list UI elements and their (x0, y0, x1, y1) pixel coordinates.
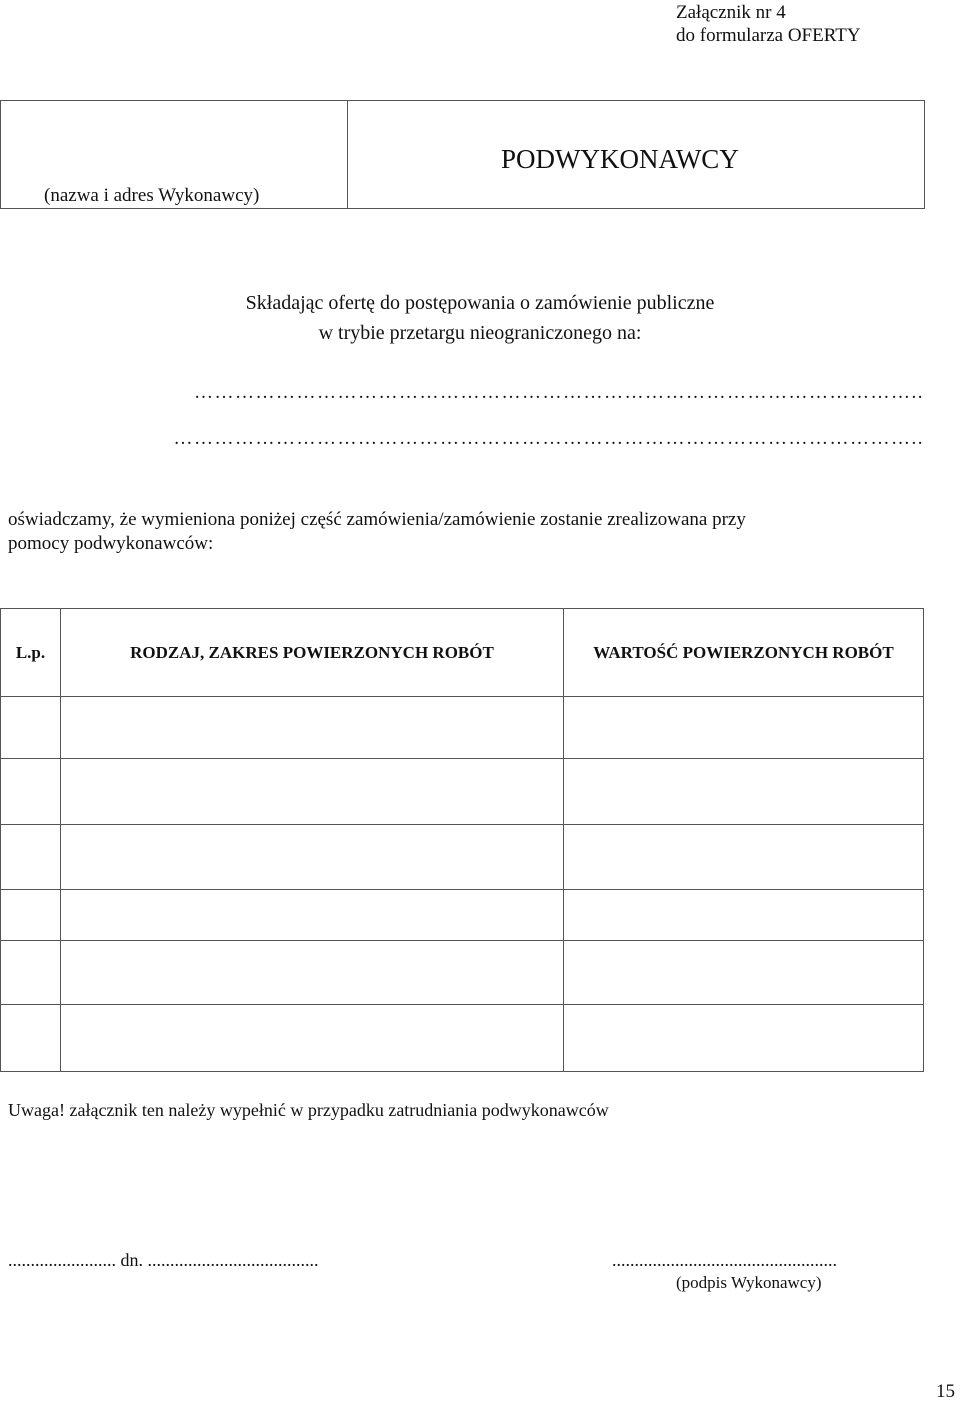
cell-value[interactable] (564, 697, 924, 759)
table-row (1, 941, 924, 1005)
annex-sub-label: do formularza OFERTY (676, 25, 861, 46)
intro-line-2: w trybie przetargu nieograniczonego na: (318, 322, 642, 344)
statement-line-2: pomocy podwykonawców: (8, 533, 214, 554)
cell-value[interactable] (564, 1005, 924, 1072)
fill-line-2[interactable]: ……………………………………………………………………………………………….. (173, 428, 924, 449)
table-row (1, 697, 924, 759)
fill-line-1[interactable]: …………………………………………………………………………………………….. (194, 382, 924, 403)
cell-scope[interactable] (61, 941, 564, 1005)
cell-lp[interactable] (1, 1005, 61, 1072)
table-header-row (1, 609, 924, 697)
note: Uwaga! załącznik ten należy wypełnić w przypadku zatrudniania podwykonawców (8, 1100, 609, 1120)
cell-scope[interactable] (61, 759, 564, 825)
cell-lp[interactable] (1, 890, 61, 941)
page-number: 15 (936, 1381, 955, 1402)
title-box (347, 100, 925, 209)
table-row (1, 825, 924, 890)
statement-line-1: oświadczamy, że wymieniona poniżej część zamówienia/zamówienie zostanie zrealizowana przy (8, 509, 746, 530)
cell-scope[interactable] (61, 825, 564, 890)
contractor-label: (nazwa i adres Wykonawcy) (44, 185, 260, 206)
table-row (1, 1005, 924, 1072)
intro-line-1: Składając ofertę do postępowania o zamówienie publiczne (245, 292, 715, 314)
annex-label: Załącznik nr 4 (676, 2, 786, 23)
signature-line[interactable]: .................................................. (612, 1250, 837, 1270)
subcontractors-table (0, 608, 924, 1072)
header-value: WARTOŚĆ POWIERZONYCH ROBÓT (564, 609, 924, 697)
cell-value[interactable] (564, 759, 924, 825)
cell-scope[interactable] (61, 890, 564, 941)
contractor-box (0, 100, 348, 209)
table-row (1, 890, 924, 941)
cell-lp[interactable] (1, 825, 61, 890)
table-row (1, 759, 924, 825)
cell-value[interactable] (564, 941, 924, 1005)
place-date-line[interactable]: ........................ dn. ...................................... (8, 1250, 319, 1270)
cell-scope[interactable] (61, 1005, 564, 1072)
header-scope: RODZAJ, ZAKRES POWIERZONYCH ROBÓT (61, 609, 564, 697)
cell-lp[interactable] (1, 759, 61, 825)
cell-value[interactable] (564, 890, 924, 941)
cell-scope[interactable] (61, 697, 564, 759)
cell-lp[interactable] (1, 697, 61, 759)
page-title: PODWYKONAWCY (501, 144, 739, 174)
signature-label: (podpis Wykonawcy) (676, 1273, 822, 1292)
cell-value[interactable] (564, 825, 924, 890)
header-lp: L.p. (1, 609, 61, 697)
cell-lp[interactable] (1, 941, 61, 1005)
